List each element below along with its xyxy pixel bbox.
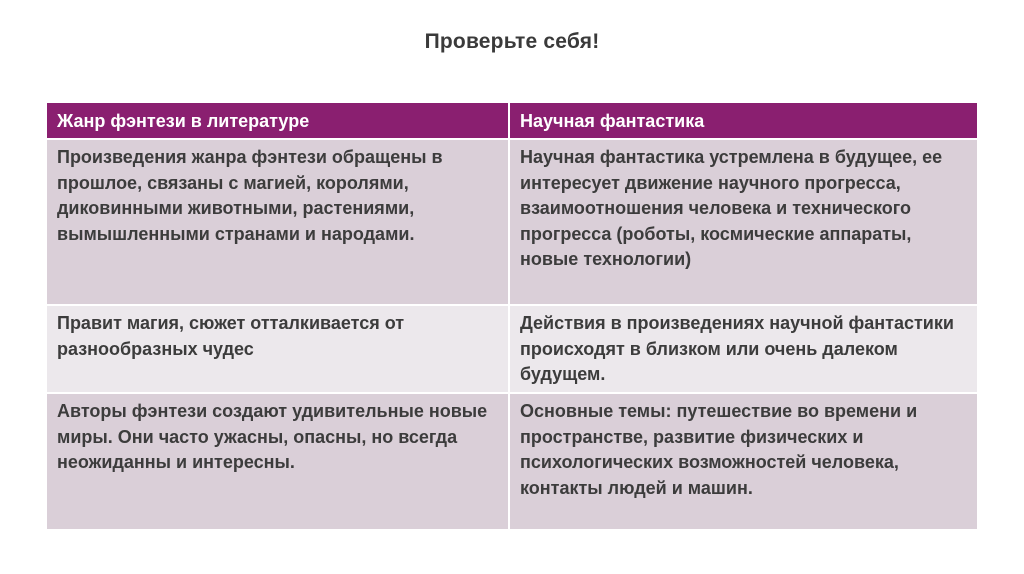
slide-title: Проверьте себя! [424, 30, 600, 53]
table-header-row [47, 103, 977, 139]
comparison-table [47, 103, 977, 531]
header-science-fiction: Научная фантастика [509, 103, 977, 139]
header-fantasy: Жанр фэнтези в литературе [47, 103, 509, 139]
cell-fantasy-setting: Произведения жанра фэнтези обращены в прошлое, связаны с магией, королями, диковинными животными, растениями, вымышленными странами и народами. [47, 139, 509, 305]
cell-scifi-setting: Научная фантастика устремлена в будущее, ее интересует движение научного прогресса, взаимоотношения человека и технического прогресса (роботы, космические аппараты, новые технологии) [509, 139, 977, 305]
table-row [47, 305, 977, 393]
cell-fantasy-worlds: Авторы фэнтези создают удивительные новые миры. Они часто ужасны, опасны, но всегда неожиданны и интересны. [47, 393, 509, 530]
cell-scifi-plot: Действия в произведениях научной фантастики происходят в близком или очень далеком будущем. [509, 305, 977, 393]
cell-fantasy-plot: Правит магия, сюжет отталкивается от разнообразных чудес [47, 305, 509, 393]
cell-scifi-themes: Основные темы: путешествие во времени и пространстве, развитие физических и психологических возможностей человека, контакты людей и машин. [509, 393, 977, 530]
table-row [47, 139, 977, 305]
table-row [47, 393, 977, 530]
